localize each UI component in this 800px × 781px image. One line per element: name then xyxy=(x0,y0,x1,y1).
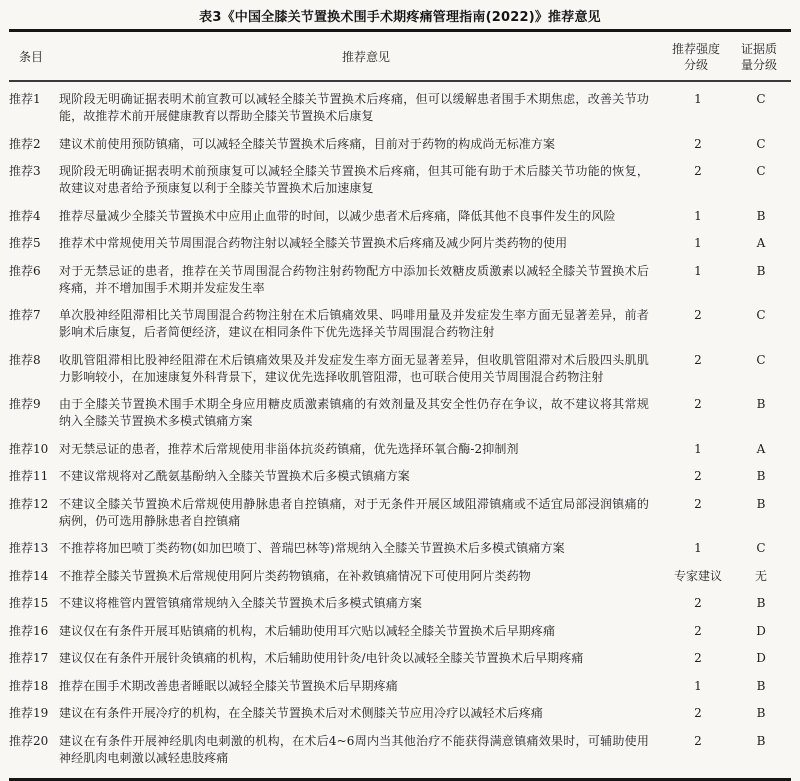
header-evidence xyxy=(729,41,789,73)
row-strength-grade: 2 xyxy=(694,397,702,411)
row-strength-grade: 1 xyxy=(694,208,702,223)
row-item-label: 推荐19 xyxy=(9,706,49,720)
row-strength-grade: 1 xyxy=(694,236,702,250)
row-recommendation-text: 建议仅在有条件开展耳贴镇痛的机构，术后辅助使用耳穴贴以减轻全膝关节置换术后早期疼痛 xyxy=(59,623,556,638)
row-evidence-grade: 无 xyxy=(754,568,767,583)
table-row xyxy=(9,535,791,562)
row-recommendation-text: 不建议全膝关节置换术后常规使用静脉患者自控镇痛，对于无条件开展区域阻滞镇痛或不适宜局部浸润镇痛的病例，仍可选用静脉患者自控镇痛 xyxy=(59,496,649,528)
row-item-label: 推荐13 xyxy=(9,541,49,555)
row-item-label: 推荐2 xyxy=(9,136,41,151)
row-evidence-grade: A xyxy=(756,236,766,250)
table-row xyxy=(9,491,791,535)
table-row xyxy=(9,645,791,672)
row-evidence-grade: C xyxy=(756,541,766,555)
row-recommendation-text: 推荐尽量减少全膝关节置换术中应用止血带的时间，以减少患者术后疼痛，降低其他不良事件发生的风险 xyxy=(59,208,616,223)
row-item-label: 推荐9 xyxy=(9,397,41,411)
row-evidence-grade: B xyxy=(756,397,766,411)
table-row xyxy=(9,728,791,772)
table-row xyxy=(9,673,791,700)
table-row xyxy=(9,302,791,346)
row-recommendation-text: 单次股神经阻滞相比关节周围混合药物注射在术后镇痛效果、吗啡用量及并发症发生率方面无显著差异，前者影响术后康复，后者简便经济，建议在相同条件下优先选择关节周围混合药物注射 xyxy=(59,308,649,339)
row-item-label: 推荐20 xyxy=(9,733,49,748)
table-row xyxy=(9,203,791,230)
row-strength-grade: 2 xyxy=(694,623,702,638)
row-recommendation-text: 收肌管阻滞相比股神经阻滞在术后镇痛效果及并发症发生率方面无显著差异，但收肌管阻滞对术后股四头肌肌力影响较小，在加速康复外科背景下，建议优先选择收肌管阻滞，也可联合使用关节周围混合药物注射 xyxy=(59,352,649,384)
header-recommendation: 推荐意见 xyxy=(341,50,390,64)
row-strength-grade: 1 xyxy=(694,541,702,555)
table-caption: 表3《中国全膝关节置换术围手术期疼痛管理指南(2022)》推荐意见 xyxy=(199,10,601,25)
row-item-label: 推荐11 xyxy=(9,469,49,483)
row-recommendation-text: 由于全膝关节置换术围手术期全身应用糖皮质激素镇痛的有效剂量及其安全性仍存在争议，故不建议将其常规纳入全膝关节置换术多模式镇痛方案 xyxy=(59,397,649,428)
row-evidence-grade: B xyxy=(756,496,766,511)
row-evidence-grade: C xyxy=(756,164,766,178)
table-row xyxy=(9,563,791,590)
row-evidence-grade: A xyxy=(756,441,766,456)
row-evidence-grade: B xyxy=(756,263,766,278)
row-strength-grade: 专家建议 xyxy=(673,568,722,583)
row-strength-grade: 1 xyxy=(694,263,702,278)
row-strength-grade: 2 xyxy=(694,733,702,748)
row-evidence-grade: C xyxy=(756,92,766,106)
row-evidence-grade: C xyxy=(756,352,766,367)
row-evidence-grade: D xyxy=(756,623,766,638)
recommendations-table xyxy=(9,29,791,781)
row-item-label: 推荐18 xyxy=(9,678,49,693)
row-recommendation-text: 建议在有条件开展冷疗的机构，在全膝关节置换术后对术侧膝关节应用冷疗以减轻术后疼痛 xyxy=(59,706,544,720)
table-row xyxy=(9,86,791,130)
row-strength-grade: 2 xyxy=(694,308,702,322)
row-recommendation-text: 对于无禁忌证的患者，推荐在关节周围混合药物注射药物配方中添加长效糖皮质激素以减轻全膝关节置换术后疼痛，并不增加围手术期并发症发生率 xyxy=(59,263,649,295)
row-recommendation-text: 不建议将椎管内置管镇痛常规纳入全膝关节置换术后多模式镇痛方案 xyxy=(59,596,423,610)
row-evidence-grade: B xyxy=(756,706,766,720)
row-strength-grade: 2 xyxy=(694,352,702,367)
header-item: 条目 xyxy=(19,50,44,64)
table-row xyxy=(9,158,791,202)
row-strength-grade: 1 xyxy=(694,441,702,456)
row-evidence-grade: C xyxy=(756,308,766,322)
row-evidence-grade: D xyxy=(756,651,766,665)
row-recommendation-text: 不推荐将加巴喷丁类药物(如加巴喷丁、普瑞巴林等)常规纳入全膝关节置换术后多模式镇痛方案 xyxy=(59,541,565,555)
row-strength-grade: 2 xyxy=(694,706,702,720)
row-item-label: 推荐6 xyxy=(9,263,41,278)
row-item-label: 推荐17 xyxy=(9,651,49,665)
row-evidence-grade: B xyxy=(756,733,766,748)
row-evidence-grade: C xyxy=(756,136,766,151)
table-row xyxy=(9,463,791,490)
row-evidence-grade: B xyxy=(756,678,766,693)
table-row xyxy=(9,347,791,391)
table-row xyxy=(9,618,791,645)
row-recommendation-text: 建议术前使用预防镇痛，可以减轻全膝关节置换术后疼痛，目前对于药物的构成尚无标准方案 xyxy=(59,136,556,151)
header-strength-label: 推荐强度分级 xyxy=(671,42,720,72)
row-recommendation-text: 不推荐全膝关节置换术后常规使用阿片类药物镇痛，在补救镇痛情况下可使用阿片类药物 xyxy=(59,568,531,583)
row-item-label: 推荐16 xyxy=(9,623,49,638)
row-strength-grade: 2 xyxy=(694,651,702,665)
row-evidence-grade: B xyxy=(756,208,766,223)
row-item-label: 推荐8 xyxy=(9,352,41,367)
header-strength xyxy=(663,41,729,73)
row-item-label: 推荐14 xyxy=(9,568,49,583)
row-item-label: 推荐1 xyxy=(9,92,41,106)
row-item-label: 推荐15 xyxy=(9,596,49,610)
header-evidence-label: 证据质量分级 xyxy=(740,42,777,72)
row-recommendation-text: 建议仅在有条件开展针灸镇痛的机构，术后辅助使用针灸/电针灸以减轻全膝关节置换术后早期疼痛 xyxy=(59,651,584,665)
table-row xyxy=(9,258,791,302)
table-body xyxy=(9,82,791,778)
row-recommendation-text: 现阶段无明确证据表明术前宣教可以减轻全膝关节置换术后疼痛，但可以缓解患者围手术期焦虑，改善关节功能，故推荐术前开展健康教育以帮助全膝关节置换术后康复 xyxy=(59,92,649,123)
row-recommendation-text: 对无禁忌证的患者，推荐术后常规使用非甾体抗炎药镇痛，优先选择环氧合酶-2抑制剂 xyxy=(59,441,519,456)
table-row xyxy=(9,131,791,158)
row-strength-grade: 2 xyxy=(694,496,702,511)
row-recommendation-text: 现阶段无明确证据表明术前预康复可以减轻全膝关节置换术后疼痛，但其可能有助于术后膝关节功能的恢复，故建议对患者给予预康复以利于全膝关节置换术后加速康复 xyxy=(59,164,649,195)
row-evidence-grade: B xyxy=(756,596,766,610)
row-recommendation-text: 不建议常规将对乙酰氨基酚纳入全膝关节置换术后多模式镇痛方案 xyxy=(59,469,410,483)
row-item-label: 推荐5 xyxy=(9,236,41,250)
row-strength-grade: 2 xyxy=(694,136,702,151)
row-item-label: 推荐7 xyxy=(9,308,41,322)
row-item-label: 推荐4 xyxy=(9,208,41,223)
row-recommendation-text: 建议在有条件开展神经肌肉电刺激的机构，在术后4~6周内当其他治疗不能获得满意镇痛效果时，可辅助使用神经肌肉电刺激以减轻患肢疼痛 xyxy=(59,733,649,765)
table-row xyxy=(9,590,791,617)
row-item-label: 推荐3 xyxy=(9,164,41,178)
row-item-label: 推荐12 xyxy=(9,496,49,511)
table-row xyxy=(9,230,791,257)
row-item-label: 推荐10 xyxy=(9,441,49,456)
table-header-row xyxy=(9,32,791,82)
table-row xyxy=(9,391,791,435)
table-row xyxy=(9,700,791,727)
row-strength-grade: 1 xyxy=(694,678,702,693)
row-recommendation-text: 推荐术中常规使用关节周围混合药物注射以减轻全膝关节置换术后疼痛及减少阿片类药物的使用 xyxy=(59,236,568,250)
row-strength-grade: 1 xyxy=(694,92,702,106)
row-strength-grade: 2 xyxy=(694,469,702,483)
table-row xyxy=(9,436,791,463)
row-strength-grade: 2 xyxy=(694,164,702,178)
row-strength-grade: 2 xyxy=(694,596,702,610)
row-recommendation-text: 推荐在围手术期改善患者睡眠以减轻全膝关节置换术后早期疼痛 xyxy=(59,678,398,693)
row-evidence-grade: B xyxy=(756,469,766,483)
